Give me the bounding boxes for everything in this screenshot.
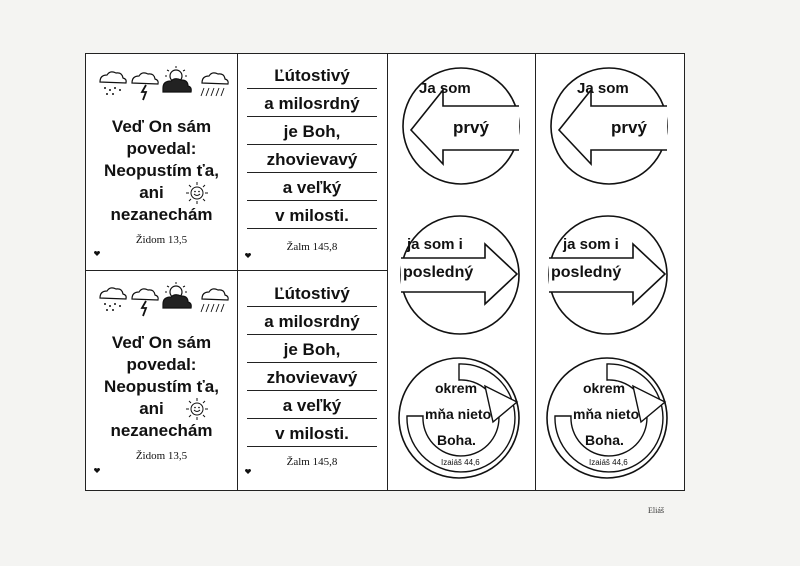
badge-reference: Izaiáš 44,6 xyxy=(589,458,628,467)
badge-first xyxy=(549,66,669,186)
badge-line: ja som i xyxy=(407,236,463,253)
verse-line: je Boh, xyxy=(247,338,377,363)
cloud-icon xyxy=(100,72,126,83)
verse-line: Neopustím ťa, xyxy=(104,377,219,396)
smiling-sun-icon xyxy=(186,398,208,420)
badge-line: okrem xyxy=(435,380,478,396)
cloud-icon xyxy=(100,288,126,299)
verse-card-hebrews xyxy=(86,54,237,270)
verse-line: Ľútostivý xyxy=(247,282,377,307)
badge-line: okrem xyxy=(583,380,626,396)
verse-line: Veď On sám xyxy=(111,333,212,352)
printable-sheet xyxy=(85,53,685,491)
verse-reference: Žalm 145,8 xyxy=(286,456,338,468)
verse-line: Neopustím ťa, xyxy=(104,161,219,180)
lightning-cloud-icon xyxy=(132,73,158,84)
verse-reference: Židom 13,5 xyxy=(135,234,188,246)
badge-only xyxy=(397,356,521,480)
verse-line: nezanechám xyxy=(110,205,213,224)
author-signature: Eliáš xyxy=(648,506,664,515)
verse-line: nezanechám xyxy=(110,421,213,440)
badge-reference: Izaiáš 44,6 xyxy=(441,458,480,467)
verse-line: a milosrdný xyxy=(247,92,377,117)
badge-line: posledný xyxy=(551,264,622,281)
heart-icon xyxy=(94,251,100,256)
verse-line: v milosti. xyxy=(247,422,377,447)
badge-last xyxy=(399,214,521,336)
badge-line: Ja som xyxy=(419,80,471,97)
badge-line: posledný xyxy=(403,264,474,281)
verse-line: a veľký xyxy=(247,176,377,201)
badge-column xyxy=(387,54,535,490)
weather-icons xyxy=(96,282,230,318)
verse-line: Ľútostivý xyxy=(247,64,377,89)
verse-card-psalm xyxy=(237,270,387,490)
verse-card-psalm xyxy=(237,54,387,270)
verse-line: je Boh, xyxy=(247,120,377,145)
verse-line: Veď On sám xyxy=(111,117,212,136)
verse-reference: Žalm 145,8 xyxy=(286,241,338,253)
weather-icons xyxy=(96,66,230,102)
verse-line: ani xyxy=(139,183,164,202)
lightning-cloud-icon xyxy=(132,289,158,300)
badge-line: prvý xyxy=(611,118,647,137)
badge-line: Ja som xyxy=(577,80,629,97)
badge-first xyxy=(401,66,521,186)
verse-line: zhovievavý xyxy=(247,366,377,391)
badge-only xyxy=(545,356,669,480)
badge-line: mňa nieto xyxy=(425,406,492,422)
heart-icon xyxy=(245,469,251,474)
badge-line: Boha. xyxy=(437,432,476,448)
verse-line: povedal: xyxy=(126,355,197,374)
heart-icon xyxy=(94,468,100,473)
verse-line: a milosrdný xyxy=(247,310,377,335)
verse-line: povedal: xyxy=(126,139,197,158)
verse-line: ani xyxy=(139,399,164,418)
verse-line: a veľký xyxy=(247,394,377,419)
badge-line: ja som i xyxy=(563,236,619,253)
verse-line: v milosti. xyxy=(247,204,377,229)
badge-column xyxy=(535,54,684,490)
badge-line: prvý xyxy=(453,118,489,137)
verse-card-hebrews xyxy=(86,270,237,490)
heart-icon xyxy=(245,253,251,258)
smiling-sun-icon xyxy=(186,182,208,204)
verse-reference: Židom 13,5 xyxy=(135,450,188,462)
badge-line: Boha. xyxy=(585,432,624,448)
verse-line: zhovievavý xyxy=(247,148,377,173)
badge-line: mňa nieto xyxy=(573,406,640,422)
badge-last xyxy=(547,214,669,336)
